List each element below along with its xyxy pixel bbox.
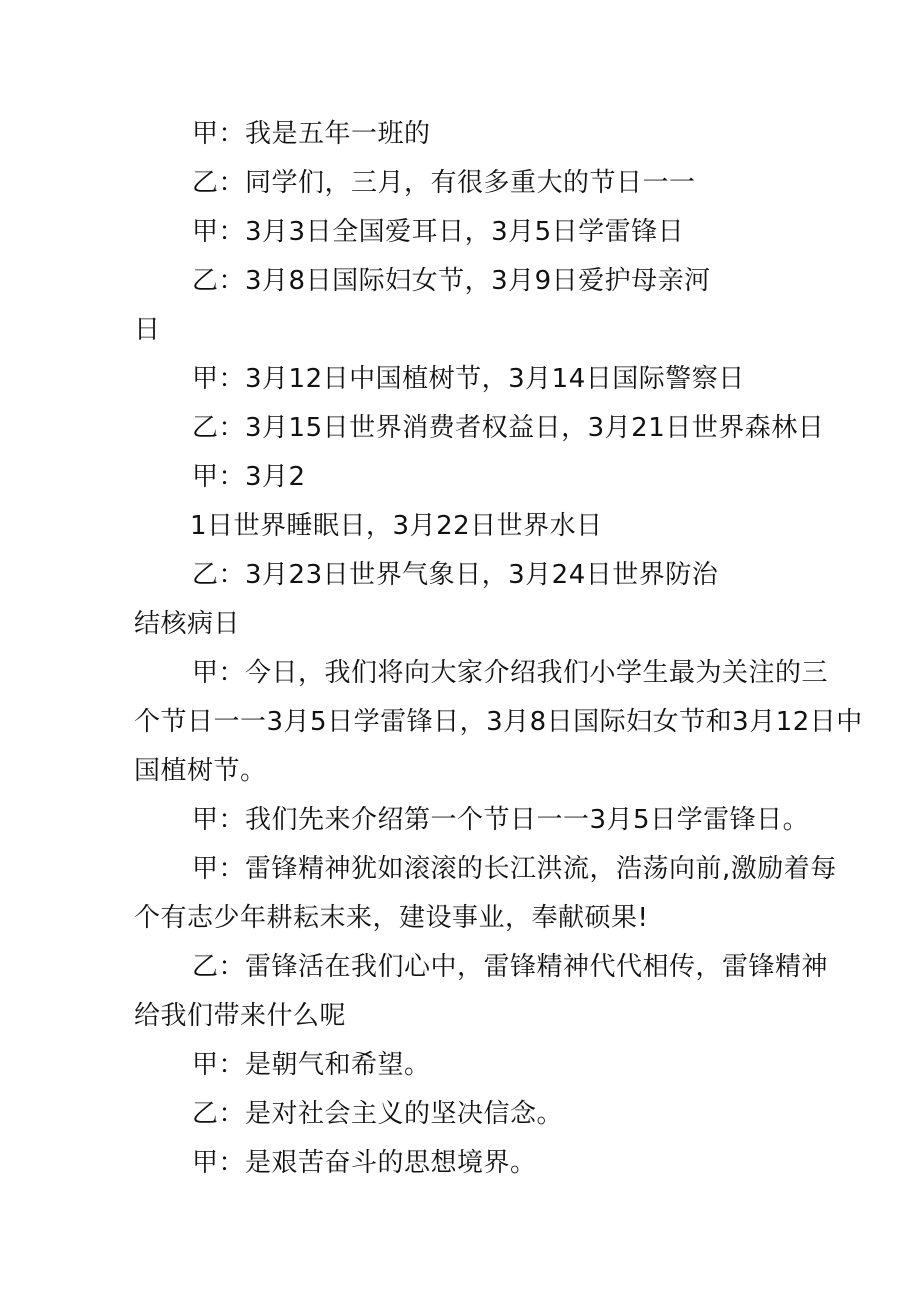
dialogue-line: 甲：我是五年一班的: [192, 119, 431, 149]
dialogue-line: 结核病日: [134, 609, 241, 639]
dialogue-line: 乙：同学们，三月，有很多重大的节日一一: [192, 168, 696, 198]
dialogue-line: 甲：是朝气和希望。: [192, 1050, 431, 1080]
dialogue-line: 日: [134, 315, 161, 345]
dialogue-line: 乙：3月8日国际妇女节，3月9日爱护母亲河: [192, 266, 711, 296]
dialogue-line: 乙：雷锋活在我们心中，雷锋精神代代相传，雷锋精神: [192, 952, 829, 982]
dialogue-line: 个有志少年耕耘末来，建设事业，奉献硕果!: [134, 903, 649, 933]
dialogue-line: 甲：是艰苦奋斗的思想境界。: [192, 1148, 537, 1178]
dialogue-line: 甲：雷锋精神犹如滚滚的长江洪流，浩荡向前,激励着每: [192, 854, 837, 884]
dialogue-line: 给我们带来什么呢: [134, 1001, 347, 1031]
dialogue-line: 国植树节。: [134, 756, 267, 786]
dialogue-line: 1日世界睡眠日，3月22日世界水日: [190, 511, 603, 541]
dialogue-line: 甲：3月2: [192, 462, 306, 492]
dialogue-line: 甲：3月3日全国爱耳日，3月5日学雷锋日: [192, 217, 685, 247]
dialogue-line: 乙：是对社会主义的坚决信念。: [192, 1099, 564, 1129]
dialogue-line: 甲：3月12日中国植树节，3月14日国际警察日: [192, 364, 745, 394]
dialogue-line: 乙：3月15日世界消费者权益日，3月21日世界森林日: [192, 413, 825, 443]
dialogue-line: 乙：3月23日世界气象日，3月24日世界防治: [192, 560, 719, 590]
dialogue-line: 甲：我们先来介绍第一个节日一一3月5日学雷锋日。: [192, 805, 810, 835]
dialogue-line: 甲：今日，我们将向大家介绍我们小学生最为关注的三: [192, 658, 829, 688]
dialogue-line: 个节日一一3月5日学雷锋日，3月8日国际妇女节和3月12日中: [134, 707, 863, 737]
